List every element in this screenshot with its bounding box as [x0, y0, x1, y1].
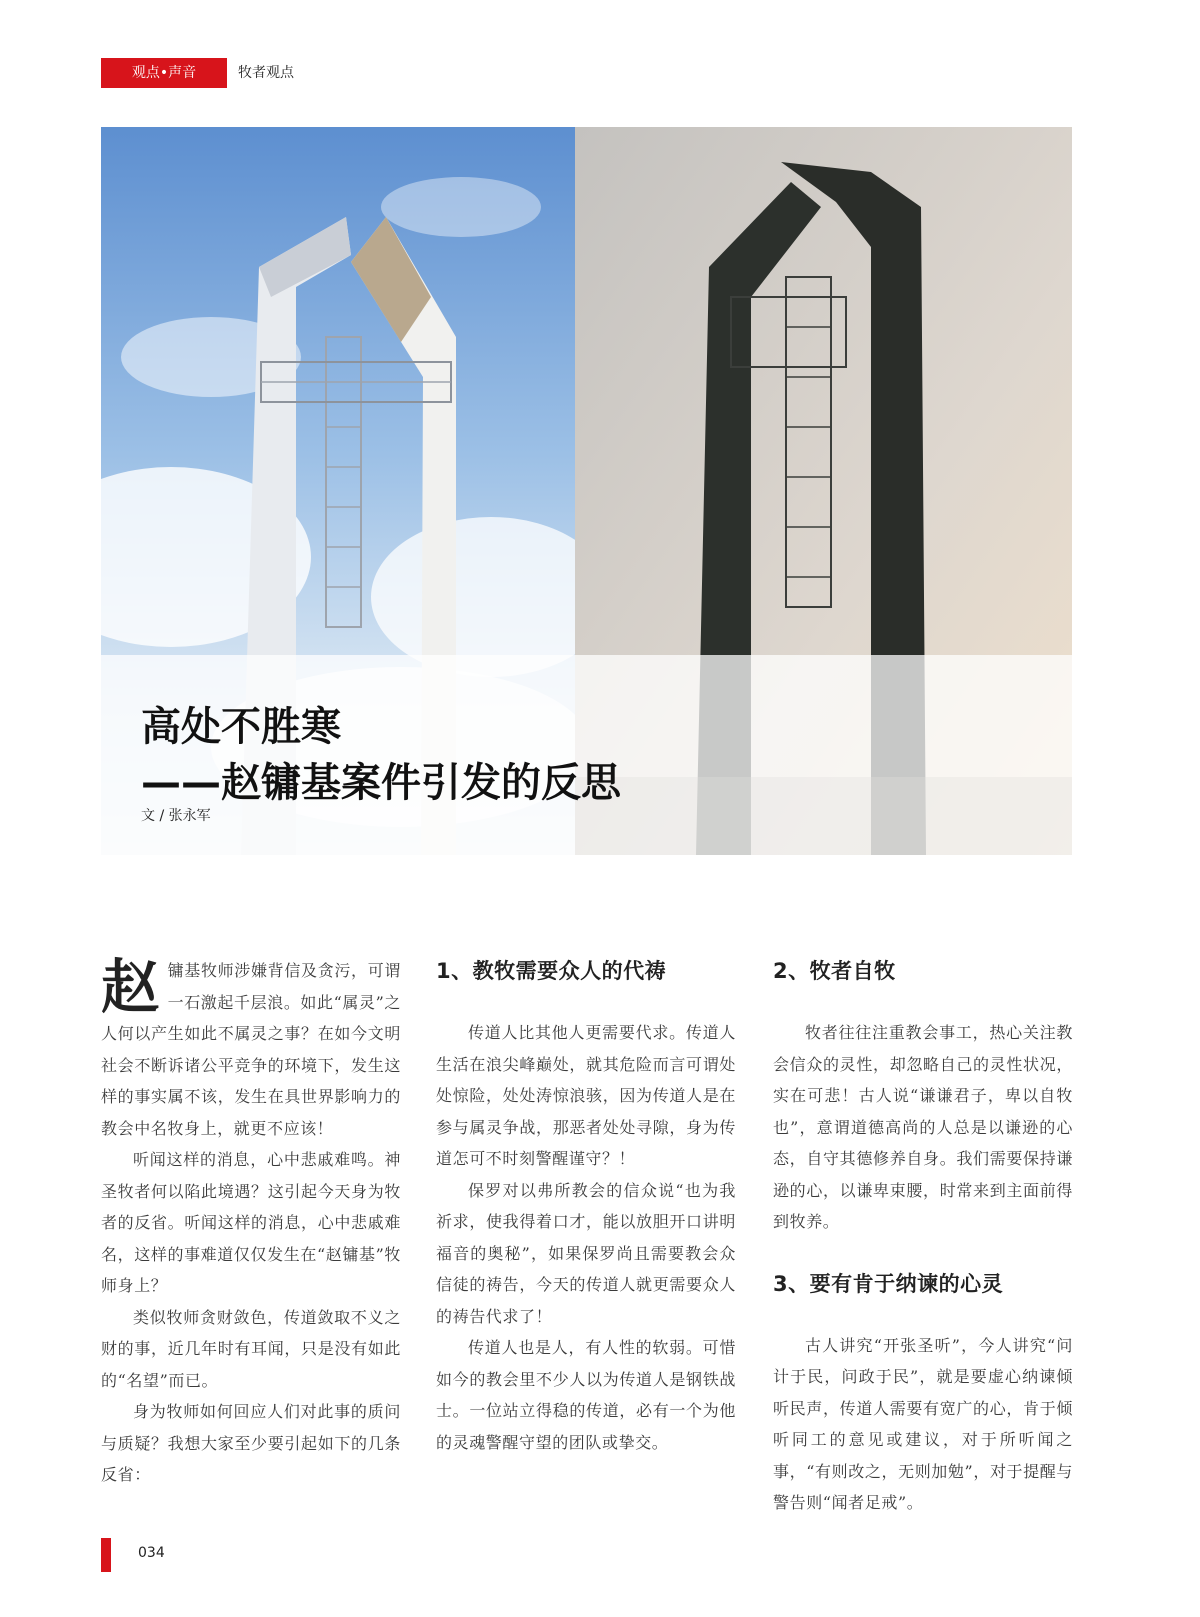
paragraph-text: 镛基牧师涉嫌背信及贪污，可谓一石激起千层浪。如此“属灵”之人何以产生如此不属灵之事？在如今文明社会不断诉诸公平竞争的环境下，发生这样的事实属不该，发生在具世界影响力的教会中名牧身上，就更不应该！ [101, 961, 401, 1138]
paragraph: 古人讲究“开张圣听”，今人讲究“问计于民，问政于民”，就是要虚心纳谏倾听民声，传道人需要有宽广的心，肯于倾听同工的意见或建议，对于所听闻之事，“有则改之，无则加勉”，对于提醒与警告则“闻者足戒”。 [773, 1335, 1073, 1512]
paragraph: 传道人也是人，有人性的软弱。可惜如今的教会里不少人以为传道人是钢铁战士。一位站立得稳的传道，必有一个为他的灵魂警醒守望的团队或挚交。 [436, 1338, 736, 1452]
column-3 [773, 955, 1073, 1519]
title-panel [101, 655, 1072, 855]
column-2 [436, 955, 736, 1458]
paragraph [101, 955, 401, 1144]
hero-image [101, 127, 1072, 855]
section-tag: 观点•声音 [101, 58, 227, 88]
paragraph: 保罗对以弗所教会的信众说“也为我祈求，使我得着口才，能以放胆开口讲明福音的奥秘”，如果保罗尚且需要教会众信徒的祷告，今天的传道人就更需要众人的祷告代求了！ [436, 1180, 736, 1326]
paragraph: 身为牧师如何回应人们对此事的质问与质疑？我想大家至少要引起如下的几条反省： [101, 1402, 401, 1484]
drop-cap: 赵 [101, 953, 160, 1021]
paragraph: 听闻这样的消息，心中悲戚难鸣。神圣牧者何以陷此境遇？这引起今天身为牧者的反省。听闻这样的消息，心中悲戚难名，这样的事难道仅仅发生在“赵镛基”牧师身上？ [101, 1150, 401, 1295]
section-name: 牧者观点 [238, 65, 294, 81]
paragraph: 牧者往往注重教会事工，热心关注教会信众的灵性，却忽略自己的灵性状况，实在可悲！古人说“谦谦君子，卑以自牧也”，意谓道德高尚的人总是以谦逊的心态，自守其德修养自身。我们需要保持谦逊的心，以谦卑束腰，时常来到主面前得到牧养。 [773, 1023, 1073, 1231]
section-heading: 2、牧者自牧 [773, 959, 896, 983]
author-byline: 文 / 张永军 [141, 808, 211, 824]
section-heading: 3、要有肯于纳谏的心灵 [773, 1271, 1004, 1296]
article-subtitle: ——赵镛基案件引发的反思 [141, 760, 621, 806]
paragraph: 类似牧师贪财敛色，传道敛取不义之财的事，近几年时有耳闻，只是没有如此的“名望”而已。 [101, 1307, 401, 1390]
footer-accent-bar [101, 1538, 111, 1572]
section-heading: 1、教牧需要众人的代祷 [436, 959, 667, 983]
column-1 [101, 955, 401, 1491]
paragraph: 传道人比其他人更需要代求。传道人生活在浪尖峰巅处，就其危险而言可谓处处惊险，处处涛惊浪骇，因为传道人是在参与属灵争战，那恶者处处寻隙，身为传道怎可不时刻警醒谨守？！ [436, 1023, 736, 1168]
page-number: 034 [138, 1545, 165, 1561]
article-title: 高处不胜寒 [141, 704, 341, 750]
